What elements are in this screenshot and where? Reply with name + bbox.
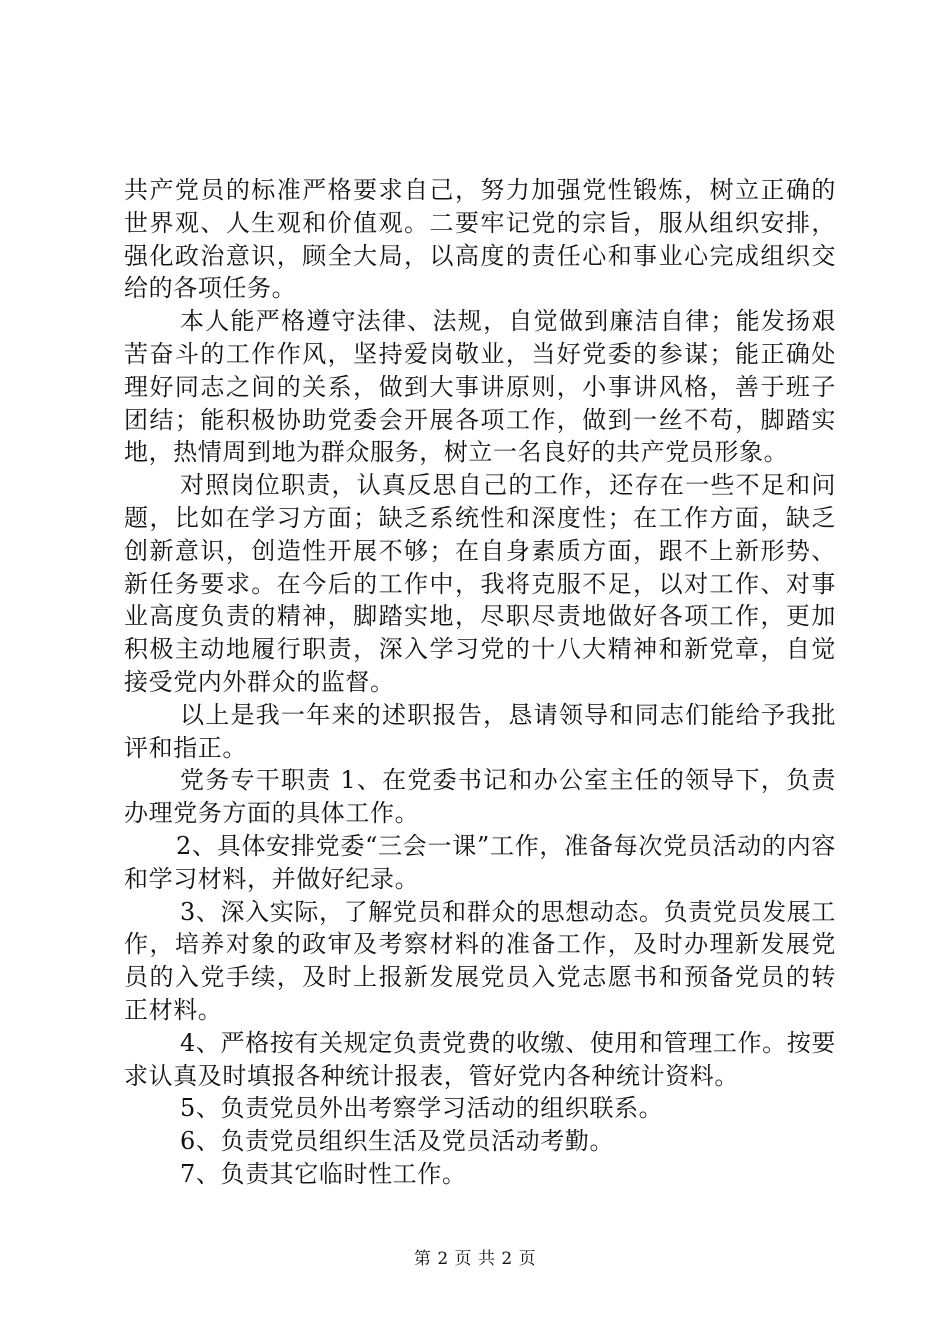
list-item-2: 2、具体安排党委“三会一课”工作，准备每次党员活动的内容和学习材料，并做好纪录。	[124, 831, 836, 893]
paragraph-2: 本人能严格遵守法律、法规，自觉做到廉洁自律；能发扬艰苦奋斗的工作作风，坚持爱岗敬业，当好党委的参谋；能正确处理好同志之间的关系，做到大事讲原则，小事讲风格，善于班子团结；能积极协助党委会开展各项工作，做到一丝不苟，脚踏实地，热情周到地为群众服务，树立一名良好的共产党员形象。	[124, 307, 836, 467]
page-footer: 第 2 页 共 2 页	[413, 1249, 537, 1269]
paragraph-1: 共产党员的标准严格要求自己，努力加强党性锻炼，树立正确的世界观、人生观和价值观。二要牢记党的宗旨，服从组织安排，强化政治意识，顾全大局，以高度的责任心和事业心完成组织交给的各项任务。	[124, 176, 836, 303]
list-item-7: 7、负责其它临时性工作。	[180, 1159, 467, 1188]
document-body	[124, 174, 836, 1191]
paragraph-3: 对照岗位职责，认真反思自己的工作，还存在一些不足和问题，比如在学习方面；缺乏系统性和深度性；在工作方面，缺乏创新意识，创造性开展不够；在自身素质方面，跟不上新形势、新任务要求。在今后的工作中，我将克服不足，以对工作、对事业高度负责的精神，脚踏实地，尽职尽责地做好各项工作，更加积极主动地履行职责，深入学习党的十八大精神和新党章，自觉接受党内外群众的监督。	[124, 471, 836, 696]
paragraph-5: 党务专干职责 1、在党委书记和办公室主任的领导下，负责办理党务方面的具体工作。	[124, 766, 836, 828]
list-item-4: 4、严格按有关规定负责党费的收缴、使用和管理工作。按要求认真及时填报各种统计报表，管好党内各种统计资料。	[124, 1028, 836, 1090]
list-item-5: 5、负责党员外出考察学习活动的组织联系。	[180, 1094, 664, 1123]
list-item-3: 3、深入实际，了解党员和群众的思想动态。负责党员发展工作，培养对象的政审及考察材料的准备工作，及时办理新发展党员的入党手续，及时上报新发展党员入党志愿书和预备党员的转正材料。	[124, 897, 836, 1024]
list-item-6: 6、负责党员组织生活及党员活动考勤。	[180, 1127, 615, 1156]
paragraph-4: 以上是我一年来的述职报告，恳请领导和同志们能给予我批评和指正。	[124, 700, 836, 762]
